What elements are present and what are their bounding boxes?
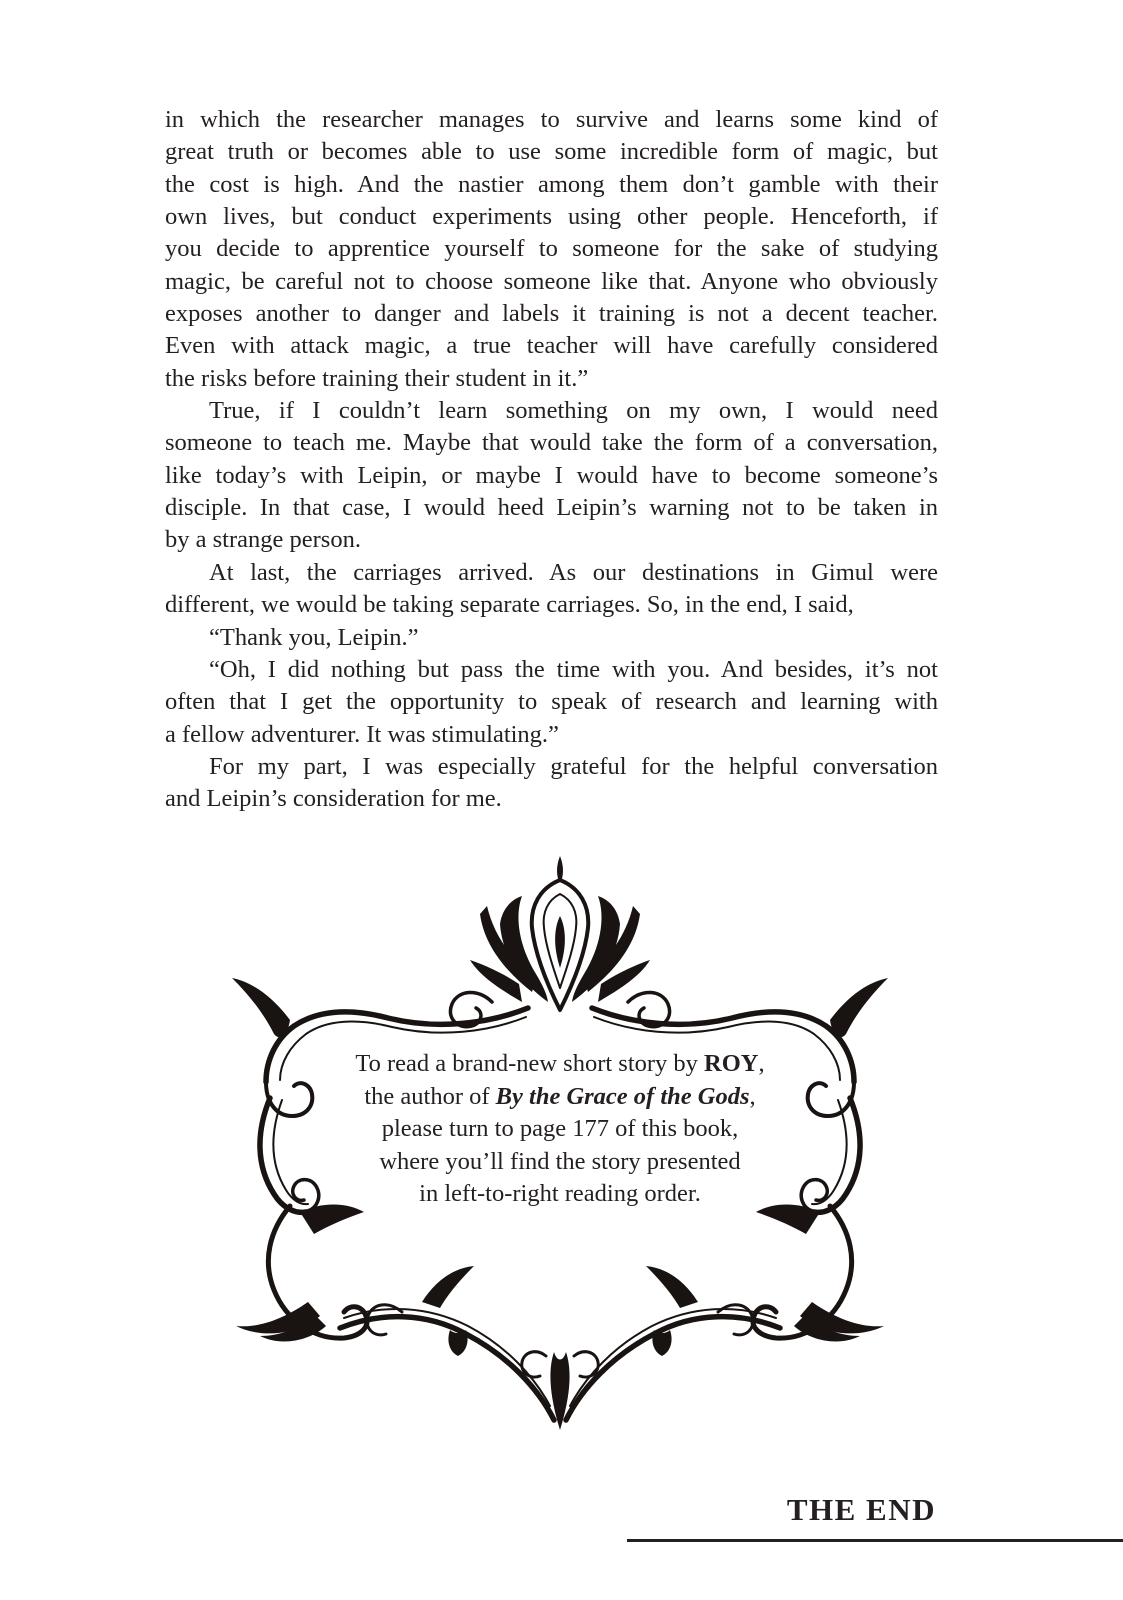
- short-story-note: [230, 1048, 890, 1211]
- text-line: the risks before training their student in it.”: [165, 364, 589, 392]
- text-line: a fellow adventurer. It was stimulating.”: [165, 720, 559, 748]
- note-line: where you’ll find the story presented: [379, 1147, 741, 1175]
- text-line: For my part, I was especially grateful for the helpful conversation: [209, 752, 938, 780]
- text-line: disciple. In that case, I would heed Leipin’s warning not to be taken in: [165, 494, 938, 522]
- text-line: in which the researcher manages to survive and learns some kind of: [165, 106, 938, 133]
- text-line: you decide to apprentice yourself to someone for the sake of studying: [165, 235, 938, 263]
- text-line: and Leipin’s consideration for me.: [165, 785, 502, 813]
- text-line: by a strange person.: [165, 526, 361, 554]
- note-line: please turn to page 177 of this book,: [381, 1115, 739, 1142]
- text-line: At last, the carriages arrived. As our destinations in Gimul were: [209, 558, 938, 586]
- text-line: “Oh, I did nothing but pass the time with you. And besides, it’s not: [209, 655, 938, 683]
- note-line: in left-to-right reading order.: [419, 1180, 701, 1207]
- the-end-label: THE END: [786, 1492, 936, 1527]
- text-line: different, we would be taking separate carriages. So, in the end, I said,: [165, 591, 854, 619]
- text-line: exposes another to danger and labels it training is not a decent teacher.: [165, 300, 938, 328]
- story-text: [165, 104, 938, 816]
- text-line: True, if I couldn’t learn something on my own, I would need: [209, 397, 938, 425]
- note-line: To read a brand-new short story by ROY,: [355, 1050, 765, 1077]
- text-line: great truth or becomes able to use some incredible form of magic, but: [165, 138, 938, 166]
- text-line: Even with attack magic, a true teacher will have carefully considered: [165, 332, 938, 360]
- text-line: someone to teach me. Maybe that would take the form of a conversation,: [165, 429, 938, 457]
- footer-rule: [627, 1539, 1123, 1542]
- text-line: like today’s with Leipin, or maybe I would have to become someone’s: [165, 461, 938, 489]
- text-line: magic, be careful not to choose someone like that. Anyone who obviously: [165, 267, 938, 295]
- text-line: own lives, but conduct experiments using other people. Henceforth, if: [165, 203, 938, 231]
- ornament-container: [230, 850, 890, 1432]
- text-line: often that I get the opportunity to speak of research and learning with: [165, 688, 938, 716]
- text-line: “Thank you, Leipin.”: [209, 623, 419, 651]
- note-line: the author of By the Grace of the Gods,: [364, 1082, 756, 1110]
- text-line: the cost is high. And the nastier among them don’t gamble with their: [165, 170, 938, 198]
